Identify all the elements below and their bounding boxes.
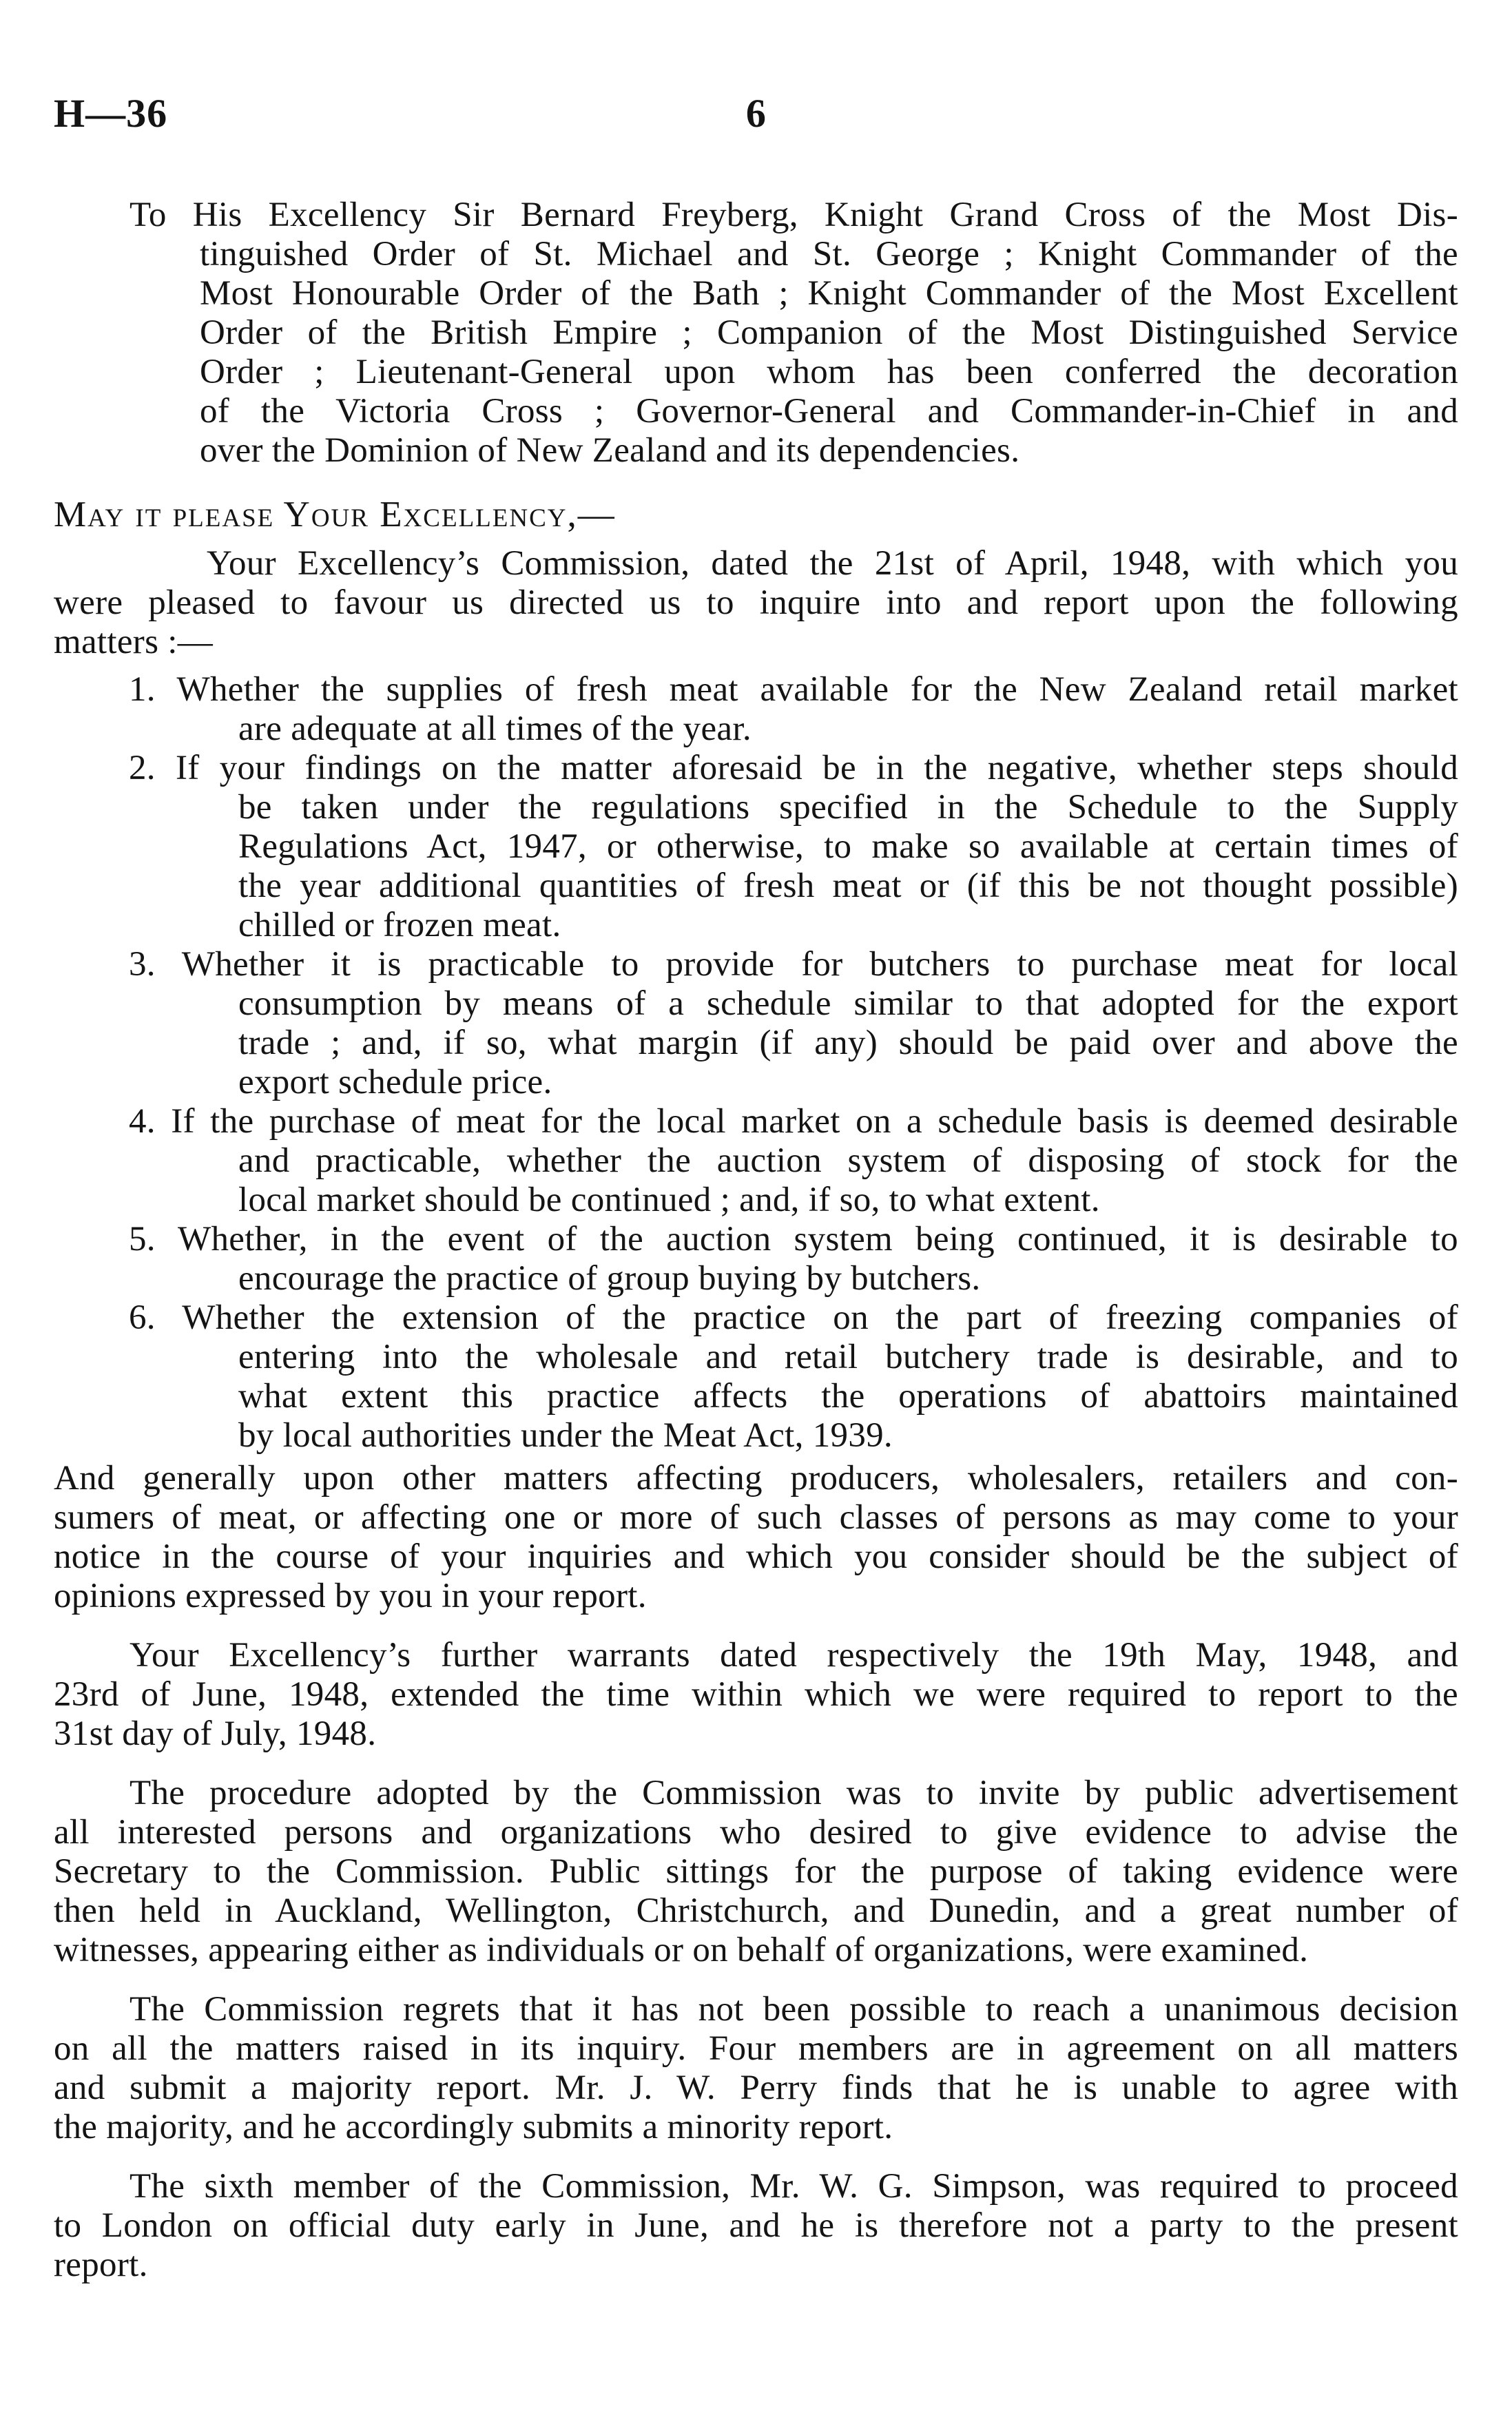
text-line: 6. Whether the extension of the practice on the part of freezing companies of — [129, 1298, 1458, 1337]
text-line: 3. Whether it is practicable to provide for butchers to purchase meat for local — [129, 945, 1458, 984]
text-line: matters :— — [54, 623, 214, 661]
text-line: 31st day of July, 1948. — [54, 1714, 377, 1753]
sixth-member-paragraph — [54, 2167, 1458, 2285]
text-line: Most Honourable Order of the Bath ; Knight Commander of the Most Excellent — [200, 274, 1458, 313]
text-line: are adequate at all times of the year. — [238, 709, 752, 748]
text-line: 4. If the purchase of meat for the local market on a schedule basis is deemed desirable — [129, 1102, 1458, 1141]
text-line: 5. Whether, in the event of the auction system being continued, it is desirable to — [129, 1220, 1458, 1258]
term-3 — [54, 945, 1458, 1102]
text-line: opinions expressed by you in your report. — [54, 1577, 647, 1615]
text-line: Your Excellency’s further warrants dated respectively the 19th May, 1948, and — [130, 1636, 1458, 1675]
term-1 — [54, 670, 1458, 749]
text-line: tinguished Order of St. Michael and St. George ; Knight Commander of the — [200, 235, 1458, 273]
text-line: encourage the practice of group buying by butchers. — [238, 1259, 981, 1298]
term-2 — [54, 749, 1458, 945]
text-line: all interested persons and organizations who desired to give evidence to advise the — [54, 1813, 1458, 1852]
text-line: sumers of meat, or affecting one or more of such classes of persons as may come to your — [54, 1498, 1458, 1537]
text-line: Secretary to the Commission. Public sittings for the purpose of taking evidence were — [54, 1852, 1458, 1891]
page-content — [54, 0, 1458, 2285]
text-line: and practicable, whether the auction system of disposing of stock for the — [238, 1141, 1458, 1180]
text-line: local market should be continued ; and, if so, to what extent. — [238, 1181, 1100, 1219]
text-line: report. — [54, 2246, 148, 2284]
text-line: The procedure adopted by the Commission was to invite by public advertisement — [130, 1774, 1458, 1812]
text-line: 2. If your findings on the matter aforesaid be in the negative, whether steps should — [129, 749, 1458, 787]
text-line: by local authorities under the Meat Act, 1939. — [238, 1416, 893, 1455]
text-line: be taken under the regulations specified in the Schedule to the Supply — [238, 788, 1458, 827]
salutation-address — [54, 196, 1458, 470]
text-line: chilled or frozen meat. — [238, 906, 561, 944]
warrants-extension-paragraph — [54, 1636, 1458, 1754]
procedure-paragraph — [54, 1774, 1458, 1970]
term-6 — [54, 1298, 1458, 1455]
text-line: notice in the course of your inquiries and which you consider should be the subject of — [54, 1537, 1458, 1576]
text-line: Your Excellency’s Commission, dated the 21st of April, 1948, with which you — [207, 544, 1458, 583]
page-header — [54, 92, 1458, 135]
text-line: To His Excellency Sir Bernard Freyberg, Knight Grand Cross of the Most Dis- — [130, 196, 1458, 234]
text-line: to London on official duty early in June, and he is therefore not a party to the present — [54, 2206, 1458, 2245]
text-line: witnesses, appearing either as individuals or on behalf of organizations, were examined. — [54, 1931, 1309, 1969]
text-line: then held in Auckland, Wellington, Christchurch, and Dunedin, and a great number of — [54, 1892, 1458, 1930]
text-line: were pleased to favour us directed us to inquire into and report upon the following — [54, 583, 1458, 622]
text-line: And generally upon other matters affecting producers, wholesalers, retailers and con- — [54, 1459, 1458, 1498]
text-line: The sixth member of the Commission, Mr. W. G. Simpson, was required to proceed — [130, 2167, 1458, 2206]
commission-intro-paragraph — [54, 544, 1458, 662]
body-paragraphs — [54, 1636, 1458, 2285]
text-line: entering into the wholesale and retail butchery trade is desirable, and to — [238, 1338, 1458, 1376]
text-line: Order ; Lieutenant-General upon whom has been conferred the decoration — [200, 353, 1458, 391]
text-line: of the Victoria Cross ; Governor-General and Commander-in-Chief in and — [200, 392, 1458, 431]
terms-of-reference-list — [54, 670, 1458, 1455]
general-matters-paragraph — [54, 1459, 1458, 1616]
term-4 — [54, 1102, 1458, 1220]
term-5 — [54, 1220, 1458, 1298]
text-line: 1. Whether the supplies of fresh meat available for the New Zealand retail market — [129, 670, 1458, 709]
text-line: over the Dominion of New Zealand and its dependencies. — [200, 431, 1020, 470]
page-number: 6 — [745, 91, 767, 136]
text-line: the year additional quantities of fresh meat or (if this be not thought possible) — [238, 867, 1458, 905]
text-line: Regulations Act, 1947, or otherwise, to make so available at certain times of — [238, 827, 1458, 866]
text-line: Order of the British Empire ; Companion of the Most Distinguished Service — [200, 313, 1458, 352]
text-line: the majority, and he accordingly submits a minority report. — [54, 2108, 893, 2146]
text-line: and submit a majority report. Mr. J. W. Perry finds that he is unable to agree with — [54, 2069, 1458, 2107]
text-line: on all the matters raised in its inquiry. Four members are in agreement on all matters — [54, 2029, 1458, 2068]
document-reference: H—36 — [54, 91, 168, 136]
text-line: trade ; and, if so, what margin (if any) should be paid over and above the — [238, 1024, 1458, 1062]
text-line: consumption by means of a schedule similar to that adopted for the export — [238, 984, 1458, 1023]
text-line: The Commission regrets that it has not been possible to reach a unanimous decision — [130, 1990, 1458, 2029]
text-line: 23rd of June, 1948, extended the time within which we were required to report to the — [54, 1675, 1458, 1714]
text-line: what extent this practice affects the operations of abattoirs maintained — [238, 1377, 1458, 1416]
greeting-line: May it please Your Excellency,— — [54, 495, 616, 535]
text-line: export schedule price. — [238, 1063, 552, 1101]
unanimity-paragraph — [54, 1990, 1458, 2147]
